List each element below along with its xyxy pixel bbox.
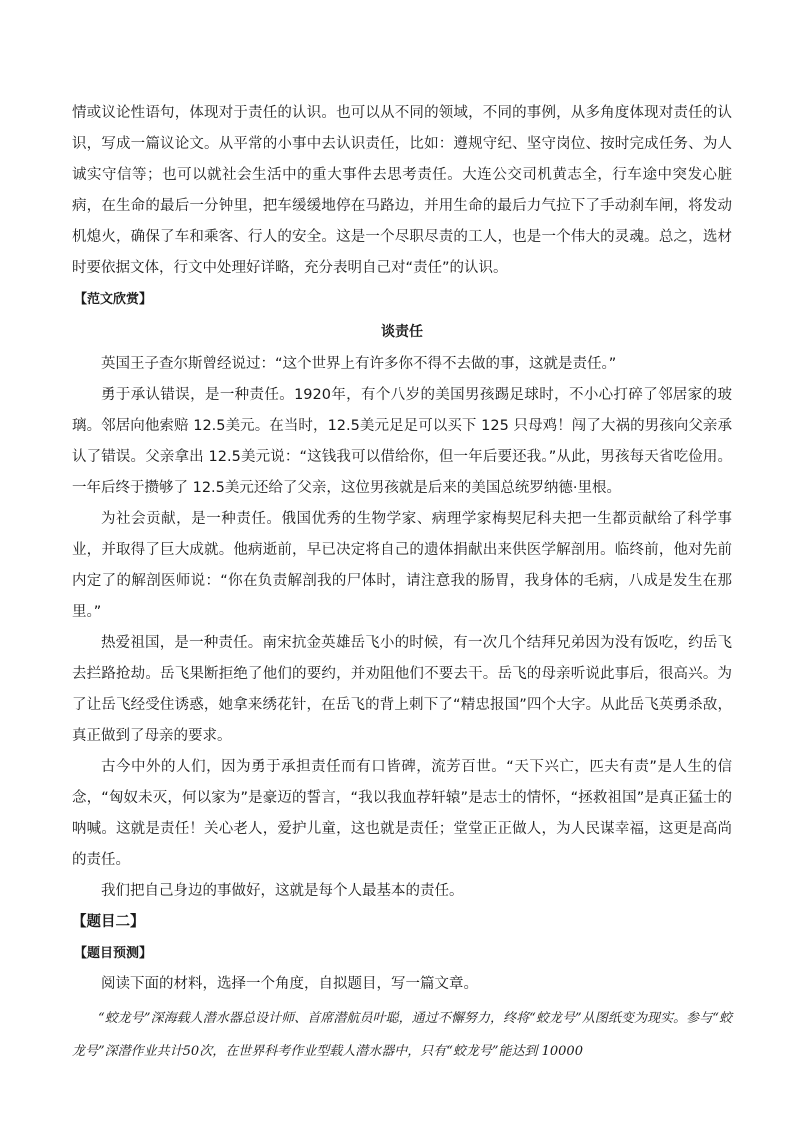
intro-paragraph: 情或议论性语句，体现对于责任的认识。也可以从不同的领域，不同的事例，从多角度体现对责任的认识，写成一篇议论文。从平常的小事中去认识责任，比如：遵规守纪、坚守岗位、按时完成任务、为人诚实守信等；也可以就社会生活中的重大事件去思考责任。大连公交司机黄志全，行车途中突发心脏病，在生命的最后一分钟里，把车缓缓地停在马路边，并用生命的最后力气拉下了手动刹车闸，将发动机熄火，确保了车和乘客、行人的安全。这是一个尽职尽责的工人，也是一个伟大的灵魂。总之，选材时要依据文体，行文中处理好详略，充分表明自己对“责任”的认识。	[72, 105, 732, 276]
reading-material: “蛟龙号”深海载人潜水器总设计师、首席潜航员叶聪，通过不懈努力，终将“蛟龙号”从图纸变为现实。参与“蛟龙号”深潜作业共计50次，在世界科考作业型载人潜水器中，只有“蛟龙号”能达到 10000	[72, 1011, 732, 1059]
essay-paragraph: 勇于承认错误，是一种责任。1920年，有个八岁的美国男孩踢足球时，不小心打碎了邻居家的玻璃。邻居向他索赔 12.5美元。在当时，12.5美元足足可以买下 125 只母鸡！闯了大祸的男孩向父亲承认了错误。父亲拿出 12.5美元说：“这钱我可以借给你，但一年后要还我。”从此，男孩每天省吃俭用。一年后终于攒够了 12.5美元还给了父亲，这位男孩就是后来的美国总统罗纳德·里根。	[72, 387, 732, 496]
topic-two-heading: 【题目二】	[72, 914, 145, 930]
topic-prediction-tag: 【题目预测】	[74, 946, 153, 961]
document-content	[72, 98, 732, 1068]
essay-title: 谈责任	[381, 324, 423, 340]
essay-paragraph: 古今中外的人们，因为勇于承担责任而有口皆碑，流芳百世。“天下兴亡，匹夫有责”是人生的信念，“匈奴未灭，何以家为”是豪迈的誓言，“我以我血荐轩辕”是志士的情怀，“拯救祖国”是真正猛士的呐喊。这就是责任！关心老人，爱护儿童，这也就是责任；堂堂正正做人，为人民谋幸福，这更是高尚的责任。	[72, 759, 732, 868]
model-essay-tag: 【范文欣赏】	[74, 292, 153, 307]
essay-paragraph: 英国王子查尔斯曾经说过：“这个世界上有许多你不得不去做的事，这就是责任。”	[101, 356, 617, 372]
essay-paragraph: 热爱祖国，是一种责任。南宋抗金英雄岳飞小的时候，有一次几个结拜兄弟因为没有饭吃，约岳飞去拦路抢劫。岳飞果断拒绝了他们的要约，并劝阻他们不要去干。岳飞的母亲听说此事后，很高兴。为了让岳飞经受住诱惑，她拿来绣花针，在岳飞的背上刺下了“精忠报国”四个大字。从此岳飞英勇杀敌，真正做到了母亲的要求。	[72, 635, 732, 744]
writing-instruction: 阅读下面的材料，选择一个角度，自拟题目，写一篇文章。	[101, 976, 478, 992]
essay-paragraph: 我们把自己身边的事做好，这就是每个人最基本的责任。	[101, 883, 464, 899]
essay-paragraph: 为社会贡献，是一种责任。俄国优秀的生物学家、病理学家梅契尼科夫把一生都贡献给了科学事业，并取得了巨大成就。他病逝前，早已决定将自己的遗体捐献出来供医学解剖用。临终前，他对先前内定了的解剖医师说：“你在负责解剖我的尸体时，请注意我的肠胃，我身体的毛病，八成是发生在那里。”	[72, 511, 732, 620]
